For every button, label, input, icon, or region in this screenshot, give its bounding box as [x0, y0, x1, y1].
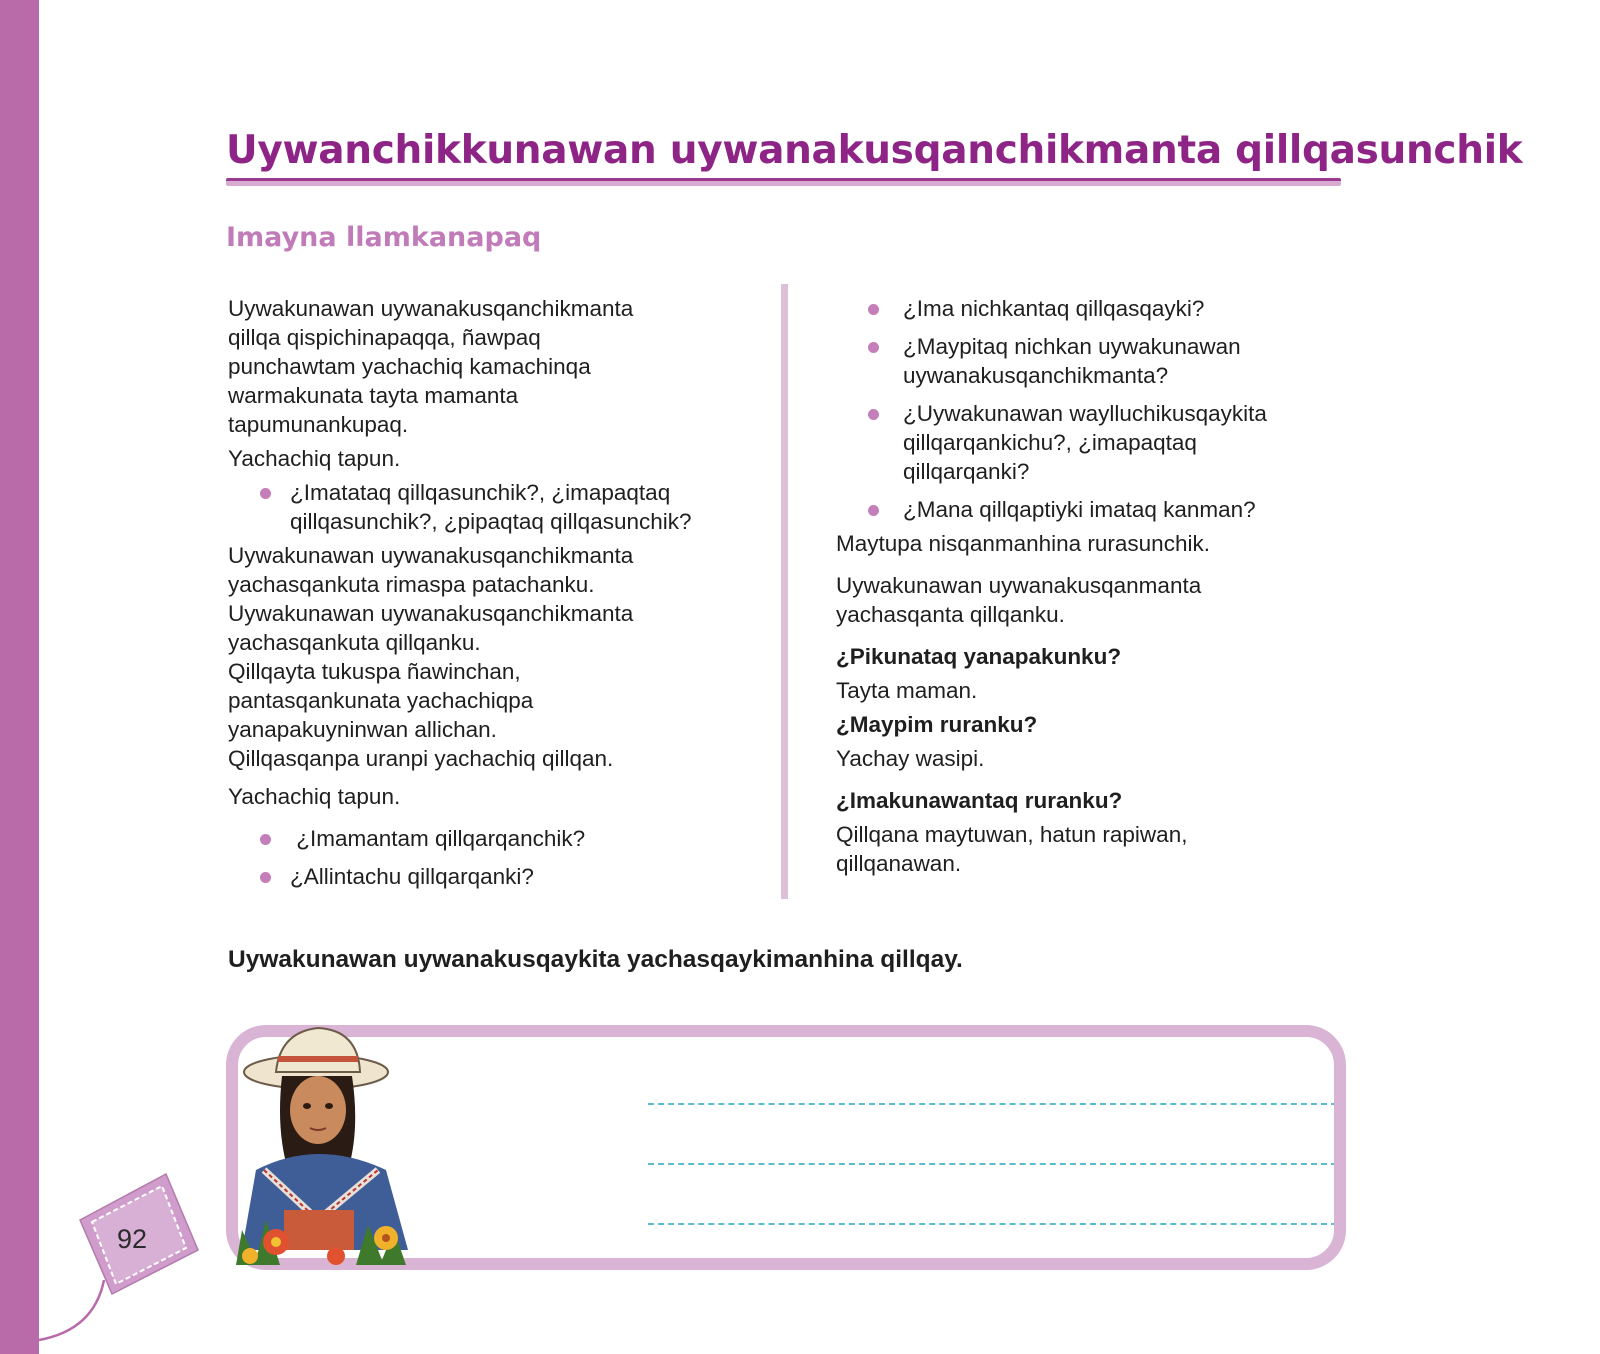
- left-margin-band: [0, 0, 39, 1354]
- writing-line[interactable]: [648, 1103, 1346, 1105]
- qa-answer: Yachay wasipi.: [836, 746, 985, 771]
- intro-line: qillqa qispichinapaqqa, ñawpaq: [228, 325, 541, 350]
- paragraph-line: yachasqanta qillqanku.: [836, 602, 1065, 627]
- qa-question: ¿Imakunawantaq ruranku?: [836, 788, 1123, 813]
- paragraph-line: Uywakunawan uywanakusqanchikmanta: [228, 543, 634, 568]
- paragraph-line: Qillqayta tukuspa ñawinchan,: [228, 659, 521, 684]
- qa-answer: Qillqana maytuwan, hatun rapiwan,: [836, 822, 1188, 847]
- column-divider: [781, 284, 788, 899]
- page-title: Uywanchikkunawan uywanakusqanchikmanta qillqasunchik: [226, 128, 1523, 173]
- teacher-asks-label: Yachachiq tapun.: [228, 784, 401, 809]
- paragraph-line: yachasqankuta rimaspa patachanku.: [228, 572, 595, 597]
- writing-instruction: Uywakunawan uywanakusqaykita yachasqaykimanhina qillqay.: [228, 946, 963, 973]
- intro-line: warmakunata tayta mamanta: [228, 383, 519, 408]
- question-item: ¿Imamantam qillqarqanchik?: [228, 824, 748, 853]
- question-item: ¿Mana qillqaptiyki imataq kanman?: [838, 495, 1318, 524]
- statement: Maytupa nisqanmanhina rurasunchik.: [836, 531, 1210, 556]
- teacher-asks-label: Yachachiq tapun.: [228, 446, 401, 471]
- section-heading: Imayna llamkanapaq: [226, 222, 542, 253]
- qa-question: ¿Pikunataq yanapakunku?: [836, 644, 1122, 669]
- title-underline: [226, 178, 1341, 186]
- intro-line: Uywakunawan uywanakusqanchikmanta: [228, 296, 634, 321]
- writing-line[interactable]: [648, 1163, 1346, 1165]
- qa-question: ¿Maypim ruranku?: [836, 712, 1038, 737]
- writing-line[interactable]: [648, 1223, 1346, 1225]
- left-column: [228, 294, 748, 891]
- question-list-right: [838, 294, 1318, 524]
- paragraph-line: Uywakunawan uywanakusqanmanta: [836, 573, 1202, 598]
- question-item: ¿Imatataq qillqasunchik?, ¿imapaqtaq qillqasunchik?, ¿pipaqtaq qillqasunchik?: [228, 478, 748, 536]
- qa-answer: qillqanawan.: [836, 851, 962, 876]
- child-illustration: [236, 1020, 426, 1265]
- page-number: 92: [116, 1224, 148, 1254]
- question-list-1: [228, 478, 748, 536]
- qa-answer: Tayta maman.: [836, 678, 978, 703]
- paragraph-line: Uywakunawan uywanakusqanchikmanta: [228, 601, 634, 626]
- question-item: ¿Ima nichkantaq qillqasqayki?: [838, 294, 1318, 323]
- question-item: ¿Allintachu qillqarqanki?: [228, 862, 748, 891]
- intro-line: tapumunankupaq.: [228, 412, 409, 437]
- right-column: [838, 294, 1318, 878]
- intro-line: punchawtam yachachiq kamachinqa: [228, 354, 591, 379]
- paragraph-line: yachasqankuta qillqanku.: [228, 630, 481, 655]
- paragraph-line: Qillqasqanpa uranpi yachachiq qillqan.: [228, 746, 614, 771]
- paragraph-line: yanapakuyninwan allichan.: [228, 717, 497, 742]
- question-item: ¿Maypitaq nichkan uywakunawan uywanakusqanchikmanta?: [838, 332, 1318, 390]
- question-list-2: [228, 824, 748, 891]
- question-item: ¿Uywakunawan waylluchikusqaykita qillqarqankichu?, ¿imapaqtaq qillqarqanki?: [838, 399, 1318, 486]
- paragraph-line: pantasqankunata yachachiqpa: [228, 688, 534, 713]
